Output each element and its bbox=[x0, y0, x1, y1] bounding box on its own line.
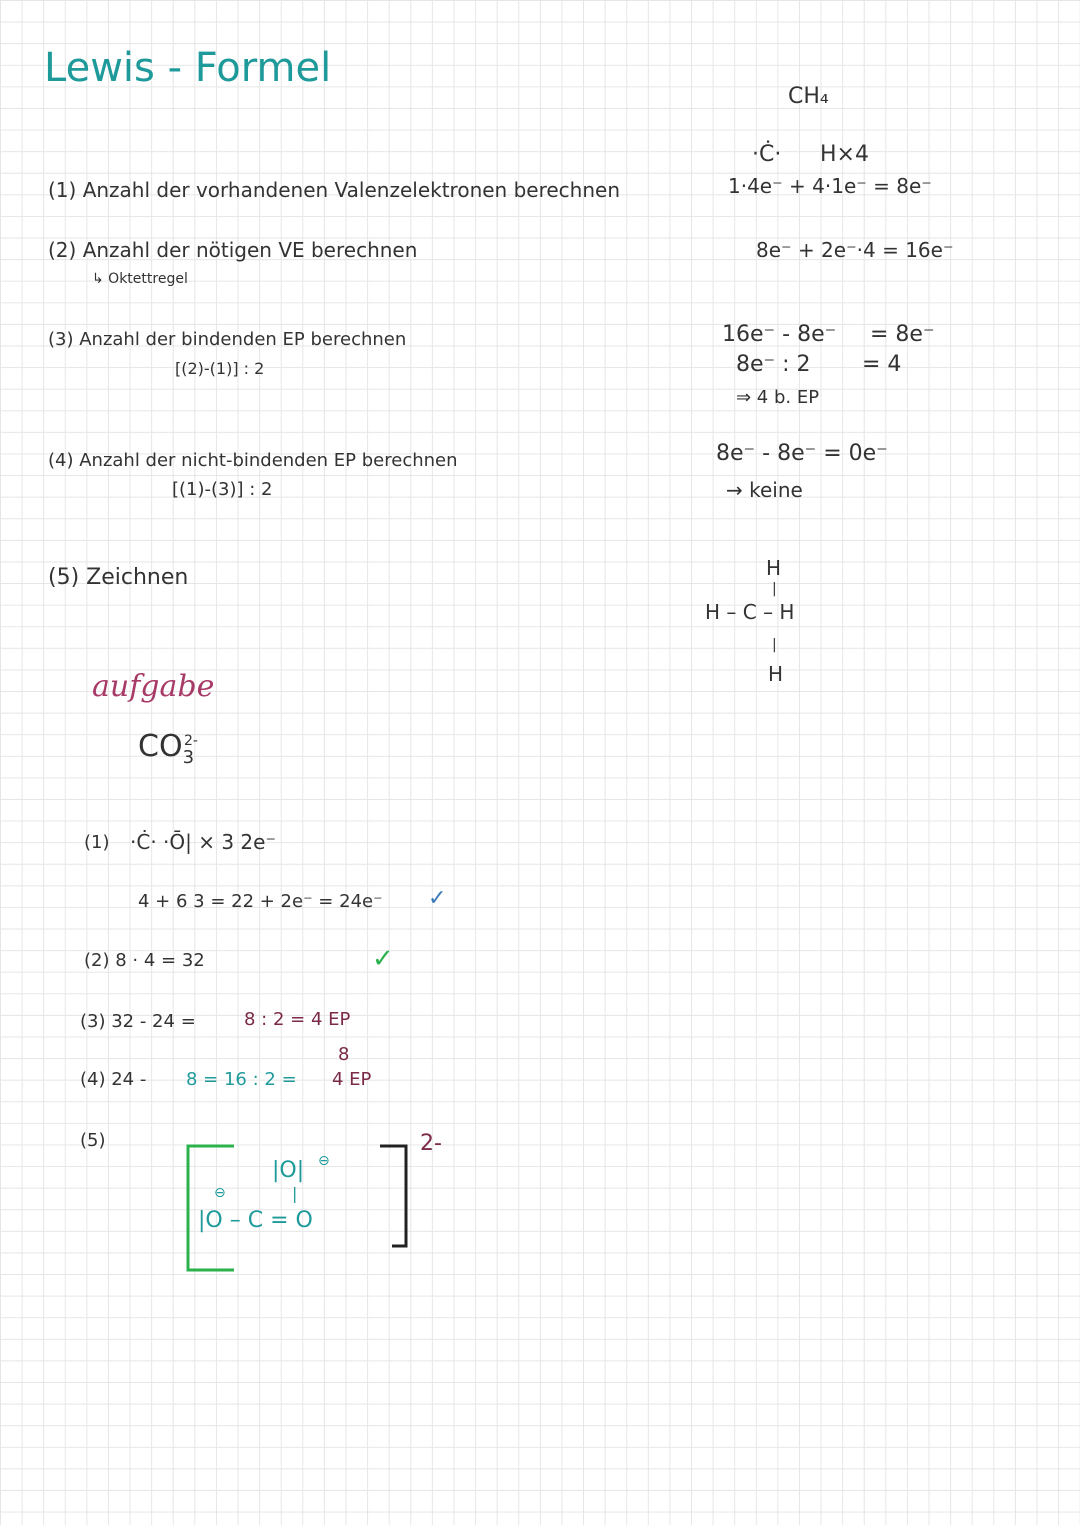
check-mark-1: ✓ bbox=[428, 886, 447, 911]
task-formula-sup: 2- bbox=[184, 733, 198, 749]
example-line-3a: 16e⁻ - 8e⁻ bbox=[722, 322, 837, 347]
step-3: (3) Anzahl der bindenden EP berechnen bbox=[48, 329, 407, 350]
structure-h-bottom: H bbox=[768, 662, 784, 686]
step-1: (1) Anzahl der vorhandenen Valenzelektronen berechnen bbox=[48, 178, 620, 202]
task-line-2: (2) 8 · 4 = 32 bbox=[84, 950, 205, 971]
oxygen-left-charge: ⊖ bbox=[214, 1185, 226, 1201]
example-line-4: 8e⁻ - 8e⁻ = 0e⁻ bbox=[716, 441, 888, 466]
page-title: Lewis - Formel bbox=[44, 45, 332, 91]
example-line-2: 8e⁻ + 2e⁻·4 = 16e⁻ bbox=[756, 238, 954, 262]
task-label: aufgabe bbox=[92, 669, 215, 704]
step-5: (5) Zeichnen bbox=[48, 565, 189, 590]
step-2: (2) Anzahl der nötigen VE berechnen bbox=[48, 238, 418, 262]
example-line-3c: ⇒ 4 b. EP bbox=[736, 387, 820, 408]
task-line-1-number: (1) bbox=[84, 832, 110, 853]
example-line-4b: → keine bbox=[726, 478, 803, 502]
step-4-formula: [(1)-(3)] : 2 bbox=[172, 479, 273, 500]
example-molecule: CH₄ bbox=[788, 84, 829, 109]
task-line-5: (5) bbox=[80, 1130, 106, 1151]
example-line-3b-result: = 4 bbox=[862, 352, 902, 377]
example-line-1: 1·4e⁻ + 4·1e⁻ = 8e⁻ bbox=[728, 174, 932, 198]
task-line-1: ·Ċ· ·Ō| × 3 2e⁻ bbox=[130, 830, 277, 854]
example-line-3a-result: = 8e⁻ bbox=[870, 322, 935, 347]
bond-c-o-top: | bbox=[292, 1184, 298, 1203]
check-mark-2: ✓ bbox=[372, 944, 394, 974]
task-line-3b: 8 : 2 = 4 EP bbox=[244, 1009, 351, 1030]
bond-top: | bbox=[772, 581, 777, 597]
task-formula-sub: 3 bbox=[182, 747, 195, 768]
task-line-4-correction: 8 bbox=[338, 1044, 350, 1065]
structure-h-top: H bbox=[766, 556, 782, 580]
task-line-4c: 4 EP bbox=[332, 1069, 372, 1090]
carbon-dots: ·Ċ· bbox=[752, 142, 782, 167]
task-formula-base: CO bbox=[138, 729, 183, 764]
oxygen-top: |O| bbox=[272, 1158, 305, 1183]
example-line-3b: 8e⁻ : 2 bbox=[736, 352, 811, 377]
step-3-formula: [(2)-(1)] : 2 bbox=[175, 359, 265, 378]
step-4: (4) Anzahl der nicht-bindenden EP berechnen bbox=[48, 450, 458, 471]
hydrogen-count: H×4 bbox=[820, 142, 869, 167]
task-line-4a: (4) 24 - bbox=[80, 1069, 147, 1090]
task-line-3a: (3) 32 - 24 = bbox=[80, 1011, 196, 1032]
task-line-1b: 4 + 6 3 = 22 + 2e⁻ = 24e⁻ bbox=[138, 891, 383, 912]
task-formula bbox=[138, 729, 208, 768]
carbonate-line: |O – C = O bbox=[198, 1208, 313, 1233]
step-2-note: ↳ Oktettregel bbox=[92, 271, 188, 287]
charge-label: 2- bbox=[420, 1131, 442, 1156]
task-line-4b: 8 = 16 : 2 = bbox=[186, 1069, 297, 1090]
structure-middle: H – C – H bbox=[705, 600, 795, 624]
oxygen-top-charge: ⊖ bbox=[318, 1153, 330, 1169]
bond-bottom: | bbox=[772, 637, 777, 653]
